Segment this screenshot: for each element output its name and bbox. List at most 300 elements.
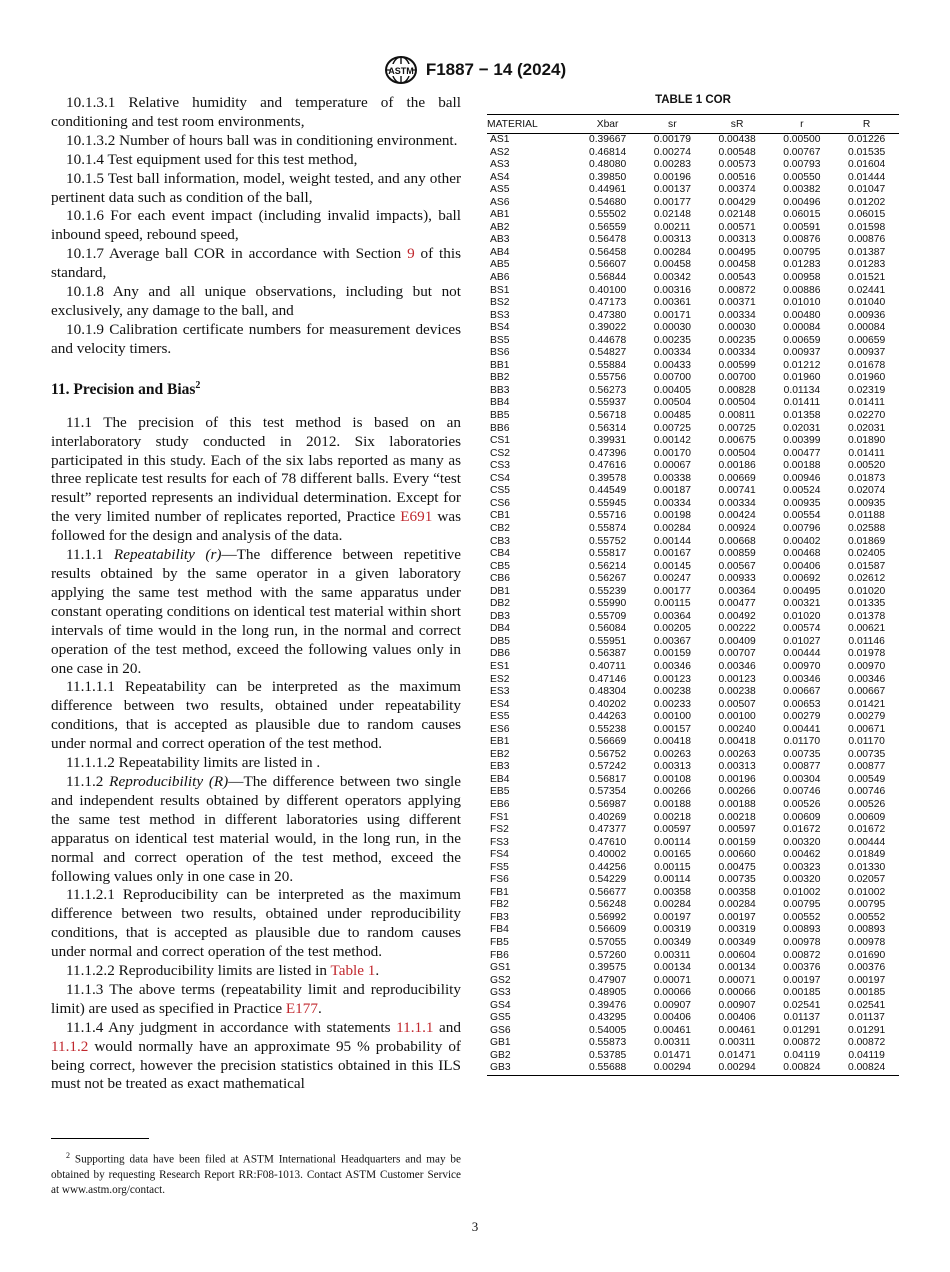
table-cell: 0.00574 [783,623,821,635]
table-cell: 0.56844 [588,272,627,284]
table-cell: 0.00167 [653,548,691,560]
table-cell: GS1 [490,962,511,974]
table-cell: GB1 [490,1037,511,1049]
table-row [487,598,899,611]
table-cell: 0.00071 [653,974,691,986]
table-row [487,899,899,912]
table-cell: 0.00621 [847,623,886,635]
table-cell: 0.00741 [718,485,756,497]
table-cell: 0.00238 [718,686,756,698]
table-cell: 0.40100 [588,284,627,296]
table-cell: 0.00405 [653,384,691,396]
table-cell: 0.01411 [848,447,885,459]
column-header: R [834,115,899,134]
table-cell: 0.00283 [653,159,691,171]
table-cell: 0.00458 [718,259,756,271]
table-cell: 0.00692 [783,573,821,585]
table-cell: 0.00159 [718,836,756,848]
table-cell: 0.01471 [653,1049,691,1061]
table-cell: 0.57260 [588,949,627,961]
table-row [487,573,899,586]
table-cell: 0.00197 [718,911,756,923]
table-cell: 0.47146 [588,673,627,685]
table-cell: 0.01170 [848,736,885,748]
table-cell: 0.00659 [783,334,821,346]
table-cell: 0.01358 [783,410,821,422]
table-cell: 0.01002 [783,886,821,898]
table-1-link[interactable]: Table 1 [330,962,376,980]
table-cell: FS6 [490,874,509,886]
table-cell: 0.00548 [718,146,756,158]
table-cell: 0.39022 [588,322,627,334]
table-cell: 0.56314 [588,422,627,434]
table-row [487,786,899,799]
table-row [487,510,899,523]
table-cell: 0.01202 [847,196,886,208]
table-cell: GB3 [487,1062,575,1075]
table-cell: FS3 [490,836,509,848]
table-cell: 0.56267 [588,573,627,585]
table-cell: 0.39578 [588,472,627,484]
table-cell: 0.55873 [588,1037,627,1049]
table-cell: CS6 [490,497,511,509]
table-cell: 0.00376 [783,962,821,974]
table-cell: 0.00311 [654,949,691,961]
table-cell: FS5 [490,861,509,873]
table-cell: 0.00358 [718,886,756,898]
table-cell: 0.01678 [847,359,886,371]
table-cell: 0.00946 [783,472,821,484]
table-cell: 0.01378 [847,610,886,622]
table-row [487,975,899,988]
section-11-1-2-link[interactable]: 11.1.2 [51,1037,89,1055]
table-cell: 0.01291 [847,1024,886,1036]
table-cell: 0.00247 [653,573,691,585]
table-cell: 0.00159 [653,648,691,660]
table-cell: 0.56478 [588,234,627,246]
table-cell: 0.00319 [653,924,691,936]
table-cell: 0.06015 [847,209,886,221]
table-cell: CB4 [490,548,511,560]
footnote-divider [51,1138,149,1139]
table-cell: 0.00937 [783,347,821,359]
table-row [487,711,899,724]
table-cell: 0.01471 [718,1049,756,1061]
table-cell: 0.00187 [653,485,691,497]
table-cell: 0.00480 [783,309,821,321]
table-cell: 0.56669 [588,736,627,748]
paragraph-11-1-1-1: 11.1.1.1 Repeatability can be interpreted as the maximum difference between two results, obtained under repeatability conditions, that is accepted as plausible due to random causes under normal and correct operation of the test method. [51,678,461,753]
table-cell: DB3 [490,610,511,622]
table-cell: 0.00304 [783,773,821,785]
e177-link[interactable]: E177 [285,999,318,1017]
column-header: MATERIAL [487,115,575,134]
paragraph-10-1-3-2: 10.1.3.2 Number of hours ball was in conditioning environment. [66,131,458,149]
table-cell: 0.00667 [847,686,886,698]
table-cell: 0.00793 [783,159,821,171]
table-cell: 0.01890 [847,435,886,447]
table-cell: BS1 [490,284,510,296]
table-cell: BS4 [490,322,510,334]
paragraph-11-1-1: 11.1.1 Repeatability (r)—The difference between repetitive results obtained by the same operator in a given laboratory applying the same test method with the same apparatus under constant operating conditions on identical test material within short intervals of time would in the long run, in the normal and correct operation of the test method, exceed the following values only in one case in 20. [51,546,461,677]
table-cell: ES2 [490,673,510,685]
table-cell: 0.55752 [588,535,627,547]
paragraph-10-1-5: 10.1.5 Test ball information, model, weight tested, and any other pertinent data such as condition of the ball, [51,169,461,206]
table-cell: 0.00367 [653,635,691,647]
table-cell: 0.01047 [847,184,886,196]
table-cell: 0.01020 [847,585,886,597]
table-row [487,322,899,335]
table-cell: CB6 [490,573,511,585]
table-cell: 0.44263 [588,711,627,723]
table-cell: 0.00811 [718,410,756,422]
table-cell: 0.55937 [588,397,627,409]
paragraph-10-1-8: 10.1.8 Any and all unique observations, including but not exclusively, any damage to the ball, and [51,283,461,319]
table-cell: 0.00144 [653,535,691,547]
table-cell: 0.00543 [718,272,756,284]
table-row [487,548,899,561]
table-cell: 0.00504 [653,397,691,409]
table-row [487,987,899,1000]
table-cell: 0.47377 [588,824,627,836]
table-cell: 0.00185 [847,987,886,999]
page-header [0,52,950,88]
table-cell: DB5 [490,635,511,647]
table-cell: 0.55716 [588,510,627,522]
table-cell: ES3 [490,686,510,698]
table-cell: 0.00320 [783,874,821,886]
table-cell: AB5 [490,259,510,271]
table-cell: 0.56248 [588,899,627,911]
table-cell: 0.00700 [718,372,756,384]
table-cell: BB2 [490,372,510,384]
table-cell: 0.40202 [588,698,627,710]
table-row [487,937,899,950]
table-cell: 0.00171 [653,309,691,321]
document-designation: F1887 − 14 (2024) [425,60,567,79]
right-column [487,94,899,1076]
table-cell: 0.00186 [718,460,756,472]
table-cell: 0.00461 [653,1024,691,1036]
table-cell: GS4 [490,999,511,1011]
table-cell: 0.00205 [653,623,691,635]
paragraph-11-1: 11.1 The precision of this test method is based on an interlaboratory study conducted in 2012. Six laboratories participated in this study. Each of the six labs reported as many as three replicate test results for each of 78 different balls. Every “test result” reported represents an individual determination. Except for the very limited number of replicates reported, Practice E691 was followed for the design and analysis of the data. [51,413,461,545]
table-cell: 0.56992 [588,911,627,923]
astm-logo-icon [384,55,418,85]
table-cell: 0.01960 [847,372,886,384]
table-cell: 0.39850 [588,171,627,183]
table-cell: 0.01873 [847,472,886,484]
table-cell: 0.00323 [783,861,821,873]
table-cell: AB2 [490,221,510,233]
column-header: sr [640,115,705,134]
table-cell: 0.00222 [718,623,756,635]
table-cell: 0.01672 [783,824,821,836]
table-cell: 0.56752 [588,748,627,760]
table-cell: 0.00516 [718,171,756,183]
section-9-link[interactable]: 9 [407,245,415,263]
table-cell: 0.00978 [783,937,821,948]
table-cell: 0.02588 [847,522,886,534]
table-cell: 0.00084 [783,322,821,334]
table-cell: 0.00284 [653,522,691,534]
table-cell: 0.00334 [718,497,756,509]
table-cell: 0.54229 [588,874,627,886]
table-cell: 0.00970 [847,660,886,672]
table-cell: 0.00238 [653,686,691,698]
table-cell: CS5 [490,485,511,497]
table-cell: 0.55874 [588,522,627,534]
table-cell: 0.00334 [653,347,691,359]
table-cell: 0.00668 [718,535,756,547]
table-cell: FB4 [490,924,509,936]
table-cell: 0.00735 [718,874,756,886]
table-cell: 0.00240 [718,723,756,735]
table-cell: 0.48304 [588,686,627,698]
paragraph-10-1-6: 10.1.6 For each event impact (including invalid impacts), ball inbound speed, rebound speed, [51,207,461,244]
paragraph-11-1-1-2: 11.1.1.2 Repeatability limits are listed in . [66,754,321,772]
table-cell: 0.01421 [847,698,886,710]
table-row [487,423,899,436]
table-cell: 0.00108 [653,773,691,785]
table-cell: 0.00123 [653,673,691,685]
table-cell: 0.00877 [783,761,821,773]
table-cell: 0.00653 [783,698,821,710]
table-cell: 0.54827 [588,347,627,359]
table-row [487,887,899,900]
table-cell: 0.55990 [588,598,627,610]
table-title: TABLE 1 COR [655,94,731,106]
table-cell: 0.44549 [588,485,627,497]
table-cell: 0.02541 [783,999,821,1011]
table-cell: 0.00970 [783,660,821,672]
table-row [487,172,899,185]
column-header: r [769,115,834,134]
table-cell: 0.00795 [783,246,821,258]
table-cell: 0.00958 [783,272,821,284]
table-cell: 0.01335 [847,598,886,610]
table-cell: 0.00316 [653,284,691,296]
table-cell: 0.56677 [588,886,627,898]
table-cell: 0.00279 [847,711,886,723]
table-header-row [487,115,899,134]
table-row [487,1050,899,1063]
table-row [487,1012,899,1025]
table-row [487,460,899,473]
table-cell: 0.00334 [718,309,756,321]
table-cell: 0.00334 [653,497,691,509]
table-row [487,347,899,360]
table-cell: 0.01226 [847,134,886,145]
table-cell: 0.00609 [847,811,886,823]
table-cell: 0.39931 [588,435,627,447]
table-row [487,397,899,410]
cor-table [487,114,899,1076]
table-cell: 0.00188 [653,798,691,810]
table-cell: 0.01849 [847,849,886,861]
table-cell: 0.00338 [653,472,691,484]
table-row [487,523,899,536]
table-cell: 0.00406 [653,1012,691,1024]
table-cell: AB6 [490,272,510,284]
table-cell: 0.00399 [783,435,821,447]
table-cell: 0.00284 [718,899,756,911]
table-row [487,209,899,222]
table-cell: 0.00429 [718,196,756,208]
table-cell: 0.00507 [718,698,756,710]
table-cell: 0.00571 [718,221,756,233]
table-cell: 0.00235 [718,334,756,346]
table-cell: BB5 [490,410,510,422]
paragraph-11-1-2-2: 11.1.2.2 Reproducibility limits are listed in Table 1. [66,962,380,980]
table-cell: 0.01330 [847,861,886,873]
table-cell: 0.00382 [783,184,821,196]
table-cell: 0.00198 [653,510,691,522]
table-row [487,799,899,812]
table-cell: FB5 [490,937,509,948]
table-cell: 0.01020 [783,610,821,622]
table-row [487,485,899,498]
e691-link[interactable]: E691 [400,508,433,526]
table-cell: 0.57242 [588,761,627,773]
table-row [487,950,899,963]
table-cell: 0.00492 [718,610,756,622]
table-row [487,686,899,699]
table-cell: 0.00573 [718,159,756,171]
svg-text:ASTM: ASTM [388,66,414,76]
table-cell: 0.00364 [718,585,756,597]
table-cell: 0.54680 [588,196,627,208]
table-cell: 0.00233 [653,698,691,710]
table-cell: 0.00142 [653,435,691,447]
table-cell: CB3 [490,535,511,547]
table-cell: 0.00824 [834,1062,899,1075]
table-row [487,611,899,624]
table-cell: 0.00376 [847,962,886,974]
table-cell: ES4 [490,698,510,710]
table-row [487,874,899,887]
table-cell: FS2 [490,824,509,836]
table-cell: 0.00361 [653,297,691,309]
section-11-1-1-link[interactable]: 11.1.1 [396,1018,434,1036]
table-cell: 0.00795 [847,899,886,911]
paragraph-10-1-4: 10.1.4 Test equipment used for this test method, [66,150,358,168]
table-cell: 0.01291 [783,1024,821,1036]
table-cell: 0.01672 [847,824,886,836]
table-cell: 0.00313 [718,234,756,246]
table-cell: 0.56214 [588,560,627,572]
table-cell: 0.00157 [653,723,691,735]
table-cell: 0.00500 [783,134,821,145]
table-row [487,761,899,774]
table-cell: DB6 [490,648,511,660]
table-cell: AS1 [490,134,510,145]
table-cell: BB3 [490,384,510,396]
table-cell: 0.02441 [847,284,886,296]
table-cell: 0.00371 [718,297,756,309]
page-number: 3 [471,1219,479,1234]
table-cell: 0.01690 [847,949,886,961]
table-row [487,285,899,298]
table-cell: 0.00597 [653,824,691,836]
table-row [487,410,899,423]
table-cell: AB1 [490,209,510,221]
table-cell: 0.01040 [847,297,886,309]
table-cell: GB2 [490,1049,511,1061]
table-cell: 0.00496 [783,196,821,208]
table-cell: 0.01188 [848,510,885,522]
table-cell: 0.01283 [847,259,886,271]
table-cell: 0.56609 [588,924,627,936]
footnote-marker: 2 [195,379,201,391]
table-cell: BB4 [490,397,510,409]
table-cell: 0.00876 [783,234,821,246]
table-cell: 0.00746 [847,786,886,798]
table-row [487,962,899,975]
table-cell: 0.01444 [847,171,886,183]
paragraph-11-1-3: 11.1.3 The above terms (repeatability limit and reproducibility limit) are used as specified in Practice E177. [51,980,461,1017]
table-cell: 0.00424 [718,510,756,522]
table-cell: 0.00438 [718,134,756,145]
table-row [487,849,899,862]
table-cell: 0.00406 [718,1012,756,1024]
table-cell: FS4 [490,849,509,861]
table-cell: 0.00872 [783,949,821,961]
table-cell: EB6 [490,798,510,810]
table-cell: 0.00667 [783,686,821,698]
table-cell: 0.01411 [783,397,821,409]
table-cell: BB1 [490,359,510,371]
table-cell: 0.00924 [718,522,756,534]
table-cell: 0.00188 [783,460,821,472]
table-row [487,498,899,511]
table-cell: 0.00115 [654,861,691,873]
table-row [487,372,899,385]
table-cell: 0.00188 [718,798,756,810]
table-cell: 0.55817 [588,548,627,560]
table-cell: EB5 [490,786,510,798]
table-row [487,736,899,749]
table-cell: EB4 [490,773,510,785]
table-cell: 0.00978 [847,937,886,948]
table-cell: 0.04119 [783,1049,821,1061]
table-cell: 0.01960 [783,372,821,384]
table-cell: 0.00433 [653,359,691,371]
table-cell: 0.00134 [653,962,691,974]
table-cell: 0.00935 [847,497,886,509]
table-cell: 0.00935 [783,497,821,509]
table-cell: 0.00170 [653,447,691,459]
table-cell: 0.00444 [783,648,821,660]
table-cell: 0.00319 [718,924,756,936]
table-cell: 0.01869 [847,535,886,547]
table-row [487,473,899,486]
table-cell: 0.00526 [847,798,886,810]
table-row [487,259,899,272]
table-cell: 0.02270 [847,410,886,422]
table-cell: 0.56817 [588,773,627,785]
table-cell: 0.00552 [783,911,821,923]
table-cell: 0.00660 [718,849,756,861]
table-cell: AS6 [490,196,510,208]
table-cell: 0.00937 [847,347,886,359]
table-cell: 0.00263 [718,748,756,760]
table-cell: 0.57354 [588,786,627,798]
table-cell: 0.48080 [588,159,627,171]
table-row [487,812,899,825]
table-cell: CS3 [490,460,511,472]
table-cell: 0.00313 [653,761,691,773]
